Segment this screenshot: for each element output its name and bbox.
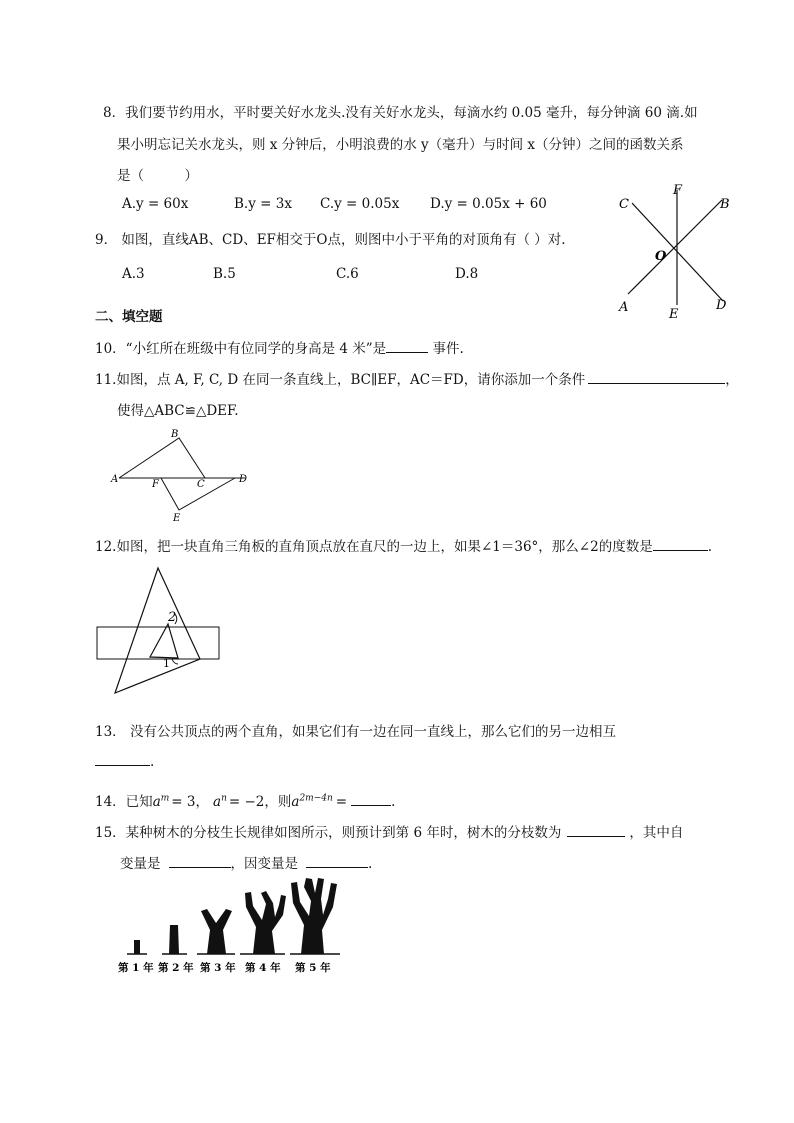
angle-2-label: 2 — [168, 610, 177, 625]
q15-text-end: . — [368, 856, 373, 872]
q8-line3: 是（ ） — [117, 168, 198, 184]
label-e: E — [173, 513, 181, 524]
section-title: 二、填空题 — [95, 309, 163, 325]
q10-answer-blank[interactable] — [386, 339, 428, 353]
label-e: E — [669, 307, 679, 322]
q14-answer-blank[interactable] — [351, 792, 391, 806]
q8-option-b: B.y = 3x — [234, 196, 292, 212]
q12-text-after: . — [707, 539, 712, 555]
q13-text-end: . — [150, 754, 155, 770]
q13-answer-blank[interactable] — [95, 752, 150, 766]
year-1-label: 第 1 年 — [118, 962, 154, 974]
q8-line2: 果小明忘记关水龙头，则 x 分钟后，小明浪费的水 y（毫升）与时间 x（分钟）之间的函数关系 — [117, 137, 684, 153]
label-b: B — [720, 197, 730, 212]
q14-base-3: a — [291, 794, 300, 810]
q11-answer-blank[interactable] — [588, 370, 725, 384]
year-5-label: 第 5 年 — [295, 962, 331, 974]
q15-branch-count-blank[interactable] — [567, 823, 625, 837]
q11-text-end: ， — [725, 372, 739, 388]
year-3-label: 第 3 年 — [200, 962, 236, 974]
q8-option-c: C.y = 0.05x — [320, 196, 400, 212]
q9-option-d: D.8 — [455, 266, 479, 282]
label-a: A — [111, 474, 119, 485]
q15-independent-label: 变量是 — [120, 856, 161, 872]
q9-intersecting-lines-figure — [605, 180, 745, 325]
tree-year-3 — [201, 909, 232, 954]
q15-tree-growth-figure — [115, 875, 345, 980]
set-square-inner — [150, 624, 178, 658]
q14-eq1: = 3， — [171, 794, 209, 810]
q14 — [95, 790, 395, 810]
q10 — [95, 337, 464, 357]
label-b: B — [171, 429, 179, 440]
q14-eq2: = −2，则 — [228, 794, 292, 810]
label-c: C — [197, 479, 205, 490]
q15-line1 — [95, 821, 683, 841]
q15-text-before: 15．某种树木的分枝生长规律如图所示，则预计到第 6 年时，树木的分枝数为 — [95, 825, 562, 841]
label-f: F — [152, 479, 159, 490]
angle-1-label: 1 — [163, 657, 170, 670]
tree-year-2 — [169, 925, 179, 954]
label-f: F — [673, 183, 683, 198]
angle-1-arc — [172, 659, 178, 664]
q9-option-c: C.6 — [336, 266, 359, 282]
label-a: A — [619, 300, 629, 315]
q8-line1: 8．我们要节约用水，平时要关好水龙头.没有关好水龙头，每滴水约 0.05 毫升，每分钟滴 60 滴.如 — [103, 105, 698, 121]
q12 — [95, 535, 712, 555]
q13-line2 — [95, 752, 154, 770]
q14-prefix: 14．已知 — [95, 794, 153, 810]
set-square-outer — [115, 568, 200, 693]
q15-dependent-blank[interactable] — [306, 854, 368, 868]
tree-year-4 — [245, 891, 286, 954]
q12-text-before: 12.如图，把一块直角三角板的直角顶点放在直尺的一边上，如果∠1＝36°，那么∠2的度数是 — [95, 539, 653, 555]
q9-option-a: A.3 — [122, 266, 145, 282]
q14-base-1: a — [152, 794, 161, 810]
label-o: O — [655, 249, 667, 264]
q9-option-b: B.5 — [213, 266, 236, 282]
q15-line2 — [120, 852, 372, 872]
q12-ruler-triangle-figure — [90, 560, 230, 700]
tree-year-5 — [291, 878, 337, 954]
label-d: D — [716, 298, 727, 313]
q14-exp-n: n — [221, 793, 227, 804]
q8-option-d: D.y = 0.05x + 60 — [430, 196, 547, 212]
q9-text: 9． 如图，直线AB、CD、EF相交于O点，则图中小于平角的对顶角有（ ）对. — [95, 232, 566, 248]
triangle-abc — [119, 438, 205, 478]
q11-triangles-figure — [105, 422, 265, 527]
tree-year-1 — [134, 940, 140, 954]
q14-end: . — [391, 794, 396, 810]
q10-text-before: 10．“小红所在班级中有位同学的身高是 4 米”是 — [95, 341, 387, 357]
q14-base-2: a — [213, 794, 222, 810]
q11-line2: 使得△ABC≌△DEF. — [117, 403, 239, 419]
q14-eq3: = — [335, 794, 348, 810]
label-c: C — [619, 197, 629, 212]
label-d: D — [239, 474, 248, 485]
q13-line1: 13． 没有公共顶点的两个直角，如果它们有一边在同一直线上，那么它们的另一边相互 — [95, 724, 616, 740]
q11-text: 11.如图，点 A, F, C, D 在同一条直线上，BC∥EF，AC＝FD，请你添加一个条件 — [95, 372, 586, 388]
q15-independent-blank[interactable] — [169, 854, 231, 868]
q11-line1 — [95, 368, 739, 388]
q12-answer-blank[interactable] — [653, 537, 708, 551]
q10-text-after: 事件. — [428, 341, 464, 357]
q8-option-a: A.y = 60x — [122, 196, 189, 212]
q14-exp-combo: 2m−4n — [299, 793, 333, 804]
q15-text-after: ，其中自 — [629, 825, 684, 841]
q15-dependent-label: ，因变量是 — [230, 856, 298, 872]
year-4-label: 第 4 年 — [245, 962, 281, 974]
q14-exp-m: m — [160, 793, 170, 804]
year-2-label: 第 2 年 — [158, 962, 194, 974]
